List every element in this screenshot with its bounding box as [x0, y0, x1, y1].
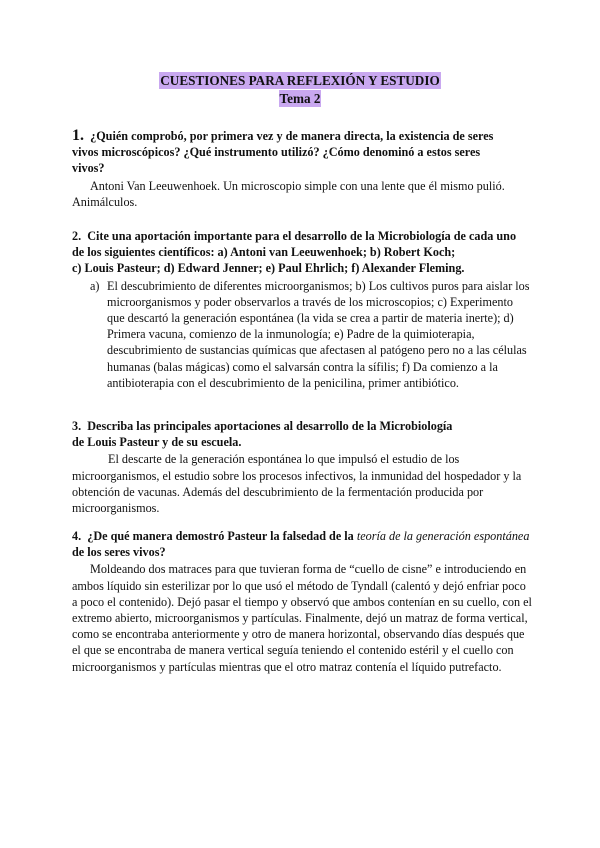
answer-3: El descarte de la generación espontánea lo que impulsó el estudio de los microorganismos, el estudio sobre los procesos infectivos, la inmunidad del hospedador y la obtención de vacunas. Además del descubrimiento de la fermentación producida por microorganismos.	[72, 452, 522, 516]
answer-4: Moldeando dos matraces para que tuvieran forma de “cuello de cisne” e introduciendo en ambos líquido sin esterilizar por lo que usó el método de Tyndall (calentó y dejó enfriar poco a poco el contenido). Dejó pasar el tiempo y observó que ambos contenían en su cuello, con el extremo abierto, microorganismos y partículas. Finalmente, dejó un matraz de forma vertical, como se encontraba anteriormente y otro de manera horizontal, observando días después que el que se encontraba de manera vertical seguía teniendo el contenido estéril y el cuello con microorganismos y partículas mientras que el otro matraz contenía el líquido putrefacto.	[72, 562, 532, 674]
question-2-text	[72, 228, 532, 277]
question-2-number: 2.	[72, 229, 82, 243]
question-2	[72, 228, 532, 391]
question-3	[72, 418, 532, 516]
answer-1: Antoni Van Leeuwenhoek. Un microscopio simple con una lente que él mismo pulió. Animálculos.	[72, 178, 505, 209]
question-4	[72, 528, 532, 675]
answer-2-marker: a)	[90, 278, 100, 293]
question-4-prefix: ¿De qué manera demostró Pasteur la falsedad de la	[87, 529, 354, 543]
question-1-number: 1.	[72, 127, 84, 144]
question-2-line-1: Cite una aportación importante para el desarrollo de la Microbiología de cada uno	[87, 229, 517, 243]
question-1-text	[72, 128, 532, 177]
page-title: CUESTIONES PARA REFLEXIÓN Y ESTUDIO	[160, 73, 440, 88]
page-subtitle: Tema 2	[279, 91, 321, 106]
question-4-suffix: de los seres vivos?	[72, 545, 166, 560]
question-1	[72, 128, 532, 210]
question-1-line-2: vivos microscópicos? ¿Qué instrumento utilizó? ¿Cómo denominó a estos seres	[72, 145, 481, 160]
question-1-line-1: ¿Quién comprobó, por primera vez y de manera directa, la existencia de seres	[90, 129, 494, 143]
question-1-line-3: vivos?	[72, 161, 105, 176]
question-4-italic: teoría de la generación espontánea	[356, 529, 530, 543]
answer-2-text: El descubrimiento de diferentes microorganismos; b) Los cultivos puros para aislar los microorganismos y poder observarlos a través de los microscopios; c) Experimento que descartó la generación espontánea (la vida se crea a partir de materia inerte); d) Primera vacuna, comienzo de la inmunología; e) Padre de la quimioterapia, descubrimiento de sustancias químicas que afectasen al patógeno pero no a las células humanas (balas mágicas) como el salvarsán contra la sífilis; f) Da comienzo a la antibioterapia con el descubrimiento de la penicilina, primer antibiótico.	[107, 278, 530, 390]
question-3-text	[72, 418, 532, 450]
answer-2	[72, 278, 532, 391]
question-4-text	[72, 528, 532, 560]
question-3-line-1: Describa las principales aportaciones al desarrollo de la Microbiología	[87, 419, 453, 433]
question-2-line-3: c) Louis Pasteur; d) Edward Jenner; e) Paul Ehrlich; f) Alexander Fleming.	[72, 261, 465, 276]
question-2-line-2: de los siguientes científicos: a) Antoni van Leeuwenhoek; b) Robert Koch;	[72, 245, 456, 260]
question-3-number: 3.	[72, 419, 82, 433]
question-4-number: 4.	[72, 529, 82, 543]
question-3-line-2: de Louis Pasteur y de su escuela.	[72, 435, 242, 450]
title-block	[0, 72, 600, 108]
